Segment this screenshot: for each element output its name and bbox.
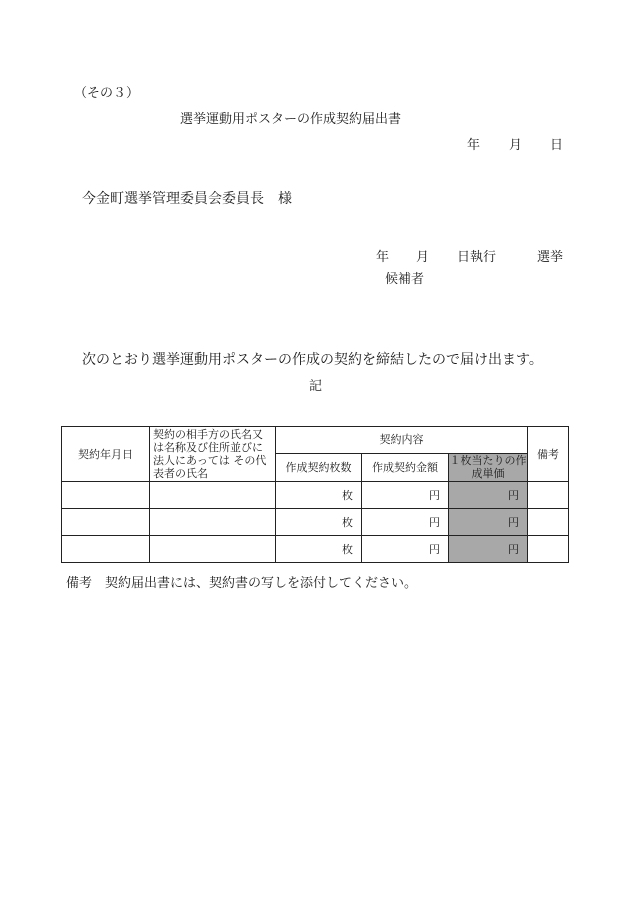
table-row <box>62 509 569 536</box>
election-label: 選挙 <box>537 250 564 265</box>
cell-amount: 円 <box>362 482 449 509</box>
header-unit-price: １枚当たりの作成単価 <box>449 454 527 481</box>
recipient: 今金町選挙管理委員会委員長 様 <box>82 191 292 207</box>
document-title: 選挙運動用ポスターの作成契約届出書 <box>180 112 402 127</box>
header-contract-date: 契約年月日 <box>62 427 150 482</box>
header-contract-amount: 作成契約金額 <box>362 453 449 481</box>
ki-heading: 記 <box>309 379 323 394</box>
cell-counterparty <box>150 536 276 563</box>
date-year-label: 年 <box>467 138 481 153</box>
cell-sheets: 枚 <box>276 509 362 536</box>
header-contract-sheets: 作成契約枚数 <box>276 453 362 481</box>
cell-remarks <box>528 482 569 509</box>
cell-contract-date <box>62 536 150 563</box>
table-row <box>62 536 569 563</box>
contract-table <box>61 426 569 563</box>
cell-amount: 円 <box>362 536 449 563</box>
cell-sheets: 枚 <box>276 536 362 563</box>
cell-unit-price: 円 <box>449 509 528 536</box>
cell-counterparty <box>150 482 276 509</box>
cell-amount: 円 <box>362 509 449 536</box>
section-label: （その３） <box>74 86 140 101</box>
header-counterparty: 契約の相手方の氏名又は名称及び住所並びに法人にあっては その代表者の氏名 <box>150 427 276 482</box>
table-header-row <box>62 427 569 454</box>
cell-sheets: 枚 <box>276 482 362 509</box>
header-contract-contents: 契約内容 <box>276 427 528 454</box>
cell-contract-date <box>62 482 150 509</box>
date-day-label: 日 <box>550 138 564 153</box>
statement: 次のとおり選挙運動用ポスターの作成の契約を締結したので届け出ます。 <box>82 352 543 368</box>
cell-unit-price: 円 <box>449 536 528 563</box>
cell-counterparty <box>150 509 276 536</box>
table-row <box>62 482 569 509</box>
remarks-note: 備考 契約届出書には、契約書の写しを添付してください。 <box>66 576 418 591</box>
election-month-label: 月 <box>416 250 430 265</box>
candidate-label: 候補者 <box>385 272 425 287</box>
cell-remarks <box>528 509 569 536</box>
cell-unit-price: 円 <box>449 482 528 509</box>
header-remarks: 備考 <box>528 427 569 482</box>
date-month-label: 月 <box>509 138 523 153</box>
cell-remarks <box>528 536 569 563</box>
election-execution-date-label: 日執行 <box>457 250 497 265</box>
cell-contract-date <box>62 509 150 536</box>
election-year-label: 年 <box>376 250 390 265</box>
